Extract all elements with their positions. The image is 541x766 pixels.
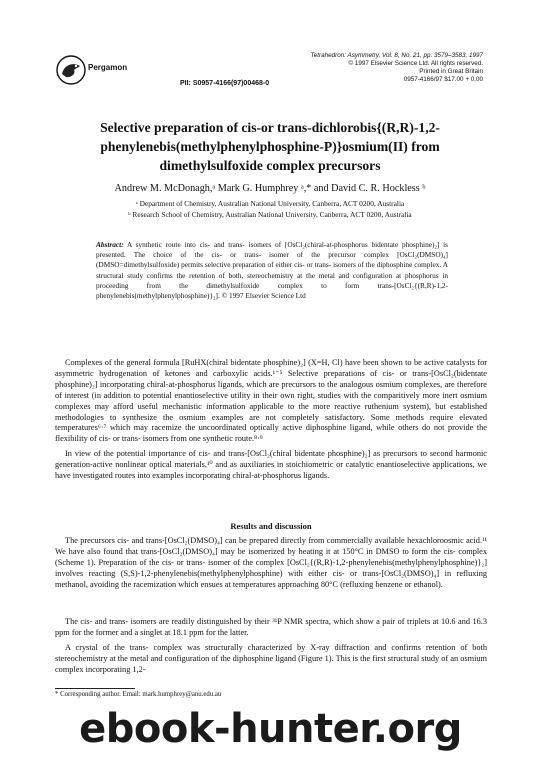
abstract bbox=[96, 240, 448, 301]
affiliation-a: ᵃ Department of Chemistry, Australian National University, Canberra, ACT 0200, Australia bbox=[135, 199, 405, 208]
paragraph-1-text: Complexes of the general formula [RuHX(chiral bidentate phosphine)₂] (X=H, Cl) have been shown to be active catalysts for asymmetric hydrogenation of ketones and carboxylic acids.¹⁻⁵ Selective preparations of cis- or trans-[OsCl₂(bidentate phosphine)₂] incorporating chiral-at-phosphorus ligands, which are precursors to the analogous osmium complexes, are therefore of interest (in addition to potential enantioselective utility in their own right, studies with the comparitively more inert osmium complexes may afford useful mechanistic information applicable to the more reactive ruthenium system), but established methodologies to synthesize the osmium examples are not completely satisfactory. Some methods require elevated temperatures⁶·⁷ which may racemize the uncoordinated optically active diphosphine ligand, while others do not provide the flexibility of cis- or trans- isomers from one synthetic route.⁸·⁹ bbox=[55, 358, 487, 444]
footnote: * Corresponding author. Email: mark.humphrey@anu.edu.au bbox=[55, 691, 222, 698]
watermark: ebook-hunter.org bbox=[79, 706, 462, 752]
affiliations bbox=[40, 199, 500, 220]
paragraph-4 bbox=[55, 617, 487, 639]
title-line-3: dimethylsulfoxide complex precursors bbox=[159, 158, 381, 173]
journal-copyright: © 1997 Elsevier Science Ltd. All rights reserved. bbox=[348, 60, 483, 67]
paragraph-2-text: In view of the potential importance of cis- and trans-[OsCl₂(chiral bidentate phosphine)₂] as precursors to second harmonic generation-active nonlinear optical materials,¹⁰ and as auxiliaries in stoichiometric or catalytic enantioselective applications, we have investigated routes into examples incorporating chiral-at-phosphorus ligands. bbox=[55, 449, 487, 480]
affiliation-b: ᵇ Research School of Chemistry, Australian National University, Canberra, ACT 0200, Australia bbox=[128, 209, 412, 219]
title-line-1: Selective preparation of cis-or trans-dichlorobis{(R,R)-1,2- bbox=[100, 120, 440, 135]
paragraph-5-text: A crystal of the trans- complex was structurally characterized by X-ray diffraction and confirms retention of both stereochemistry at the metal and configuration of the diphosphine ligand (Figure 1). This is the first structural study of an osmium complex incorporating 1,2- bbox=[55, 643, 487, 674]
title-line-2: phenylenebis(methylphenylphosphine-P)}osmium(II) from bbox=[100, 139, 440, 154]
publisher-name: Pergamon bbox=[88, 63, 128, 72]
paper-title bbox=[40, 118, 500, 175]
paragraph-3-text: The precursors cis- and trans-[OsCl₂(DMSO)₄] can be prepared directly from commercially available hexachloroosmic acid.¹¹ We have also found that trans-[OsCl₂(DMSO)₄] may be isomerized by heating it at 150°C in DMSO to form the cis- complex (Scheme 1). Preparation of the cis- or trans- isomer of the complex [OsCl₂{(R,R)-1,2-phenylenebis(methylphenylphosphine)}₂] involves reacting (S,S)-1,2-phenylenebis(methylphenylphosphine) with either cis- or trans-[OsCl₂(DMSO)₄] in refluxing methanol, avoiding the racemization which ensues at temperatures approaching 80°C (refluxing benzene or ethanol). bbox=[55, 536, 487, 589]
journal-info bbox=[263, 52, 483, 84]
journal-price: 0957-4166/97 $17.00 + 0.00 bbox=[403, 76, 483, 83]
paragraph-3 bbox=[55, 536, 487, 591]
pii-identifier: PII: S0957-4166(97)00468-0 bbox=[180, 80, 270, 87]
abstract-label: Abstract: bbox=[96, 240, 124, 249]
footnote-divider bbox=[55, 688, 135, 689]
paragraph-4-text: The cis- and trans- isomers are readily distinguished by their ³¹P NMR spectra, which show a pair of triplets at 10.6 and 16.3 ppm for the former and a singlet at 18.1 ppm for the latter. bbox=[55, 617, 487, 637]
authors: Andrew M. McDonagh,ᵃ Mark G. Humphrey ᵃ,* and David C. R. Hockless ᵇ bbox=[114, 183, 426, 194]
paragraph-2 bbox=[55, 449, 487, 482]
abstract-text: A synthetic route into cis- and trans- isomers of [OsCl₂(chiral-at-phosphorus bidentate phosphine)₂] is presented. The choice of the cis- or trans- isomer of the precursor complex [OsCl₂(DMSO)₄] (DMSO=dimethylsulfoxide) permits selective preparation of either cis- or trans- isomers of the diphosphine complex. A structural study confirms the retention of both, stereochemistry at the metal and configuration at phosphorus in proceeding from the dimethylsulfoxide complex to form trans-[OsCl₂{(R,R)-1,2-phenylenebis(methylphenylphosphine)}₂]. © 1997 Elsevier Science Ltd bbox=[96, 240, 449, 301]
paragraph-1 bbox=[55, 358, 487, 445]
journal-citation: Tetrahedron: Asymmetry, Vol. 8, No. 21, pp. 3579–3583, 1997 bbox=[310, 52, 483, 59]
section-heading: Results and discussion bbox=[230, 521, 312, 531]
paragraph-5 bbox=[55, 643, 487, 676]
journal-printed: Printed in Great Britain bbox=[419, 68, 483, 75]
pergamon-logo-icon bbox=[54, 54, 88, 86]
